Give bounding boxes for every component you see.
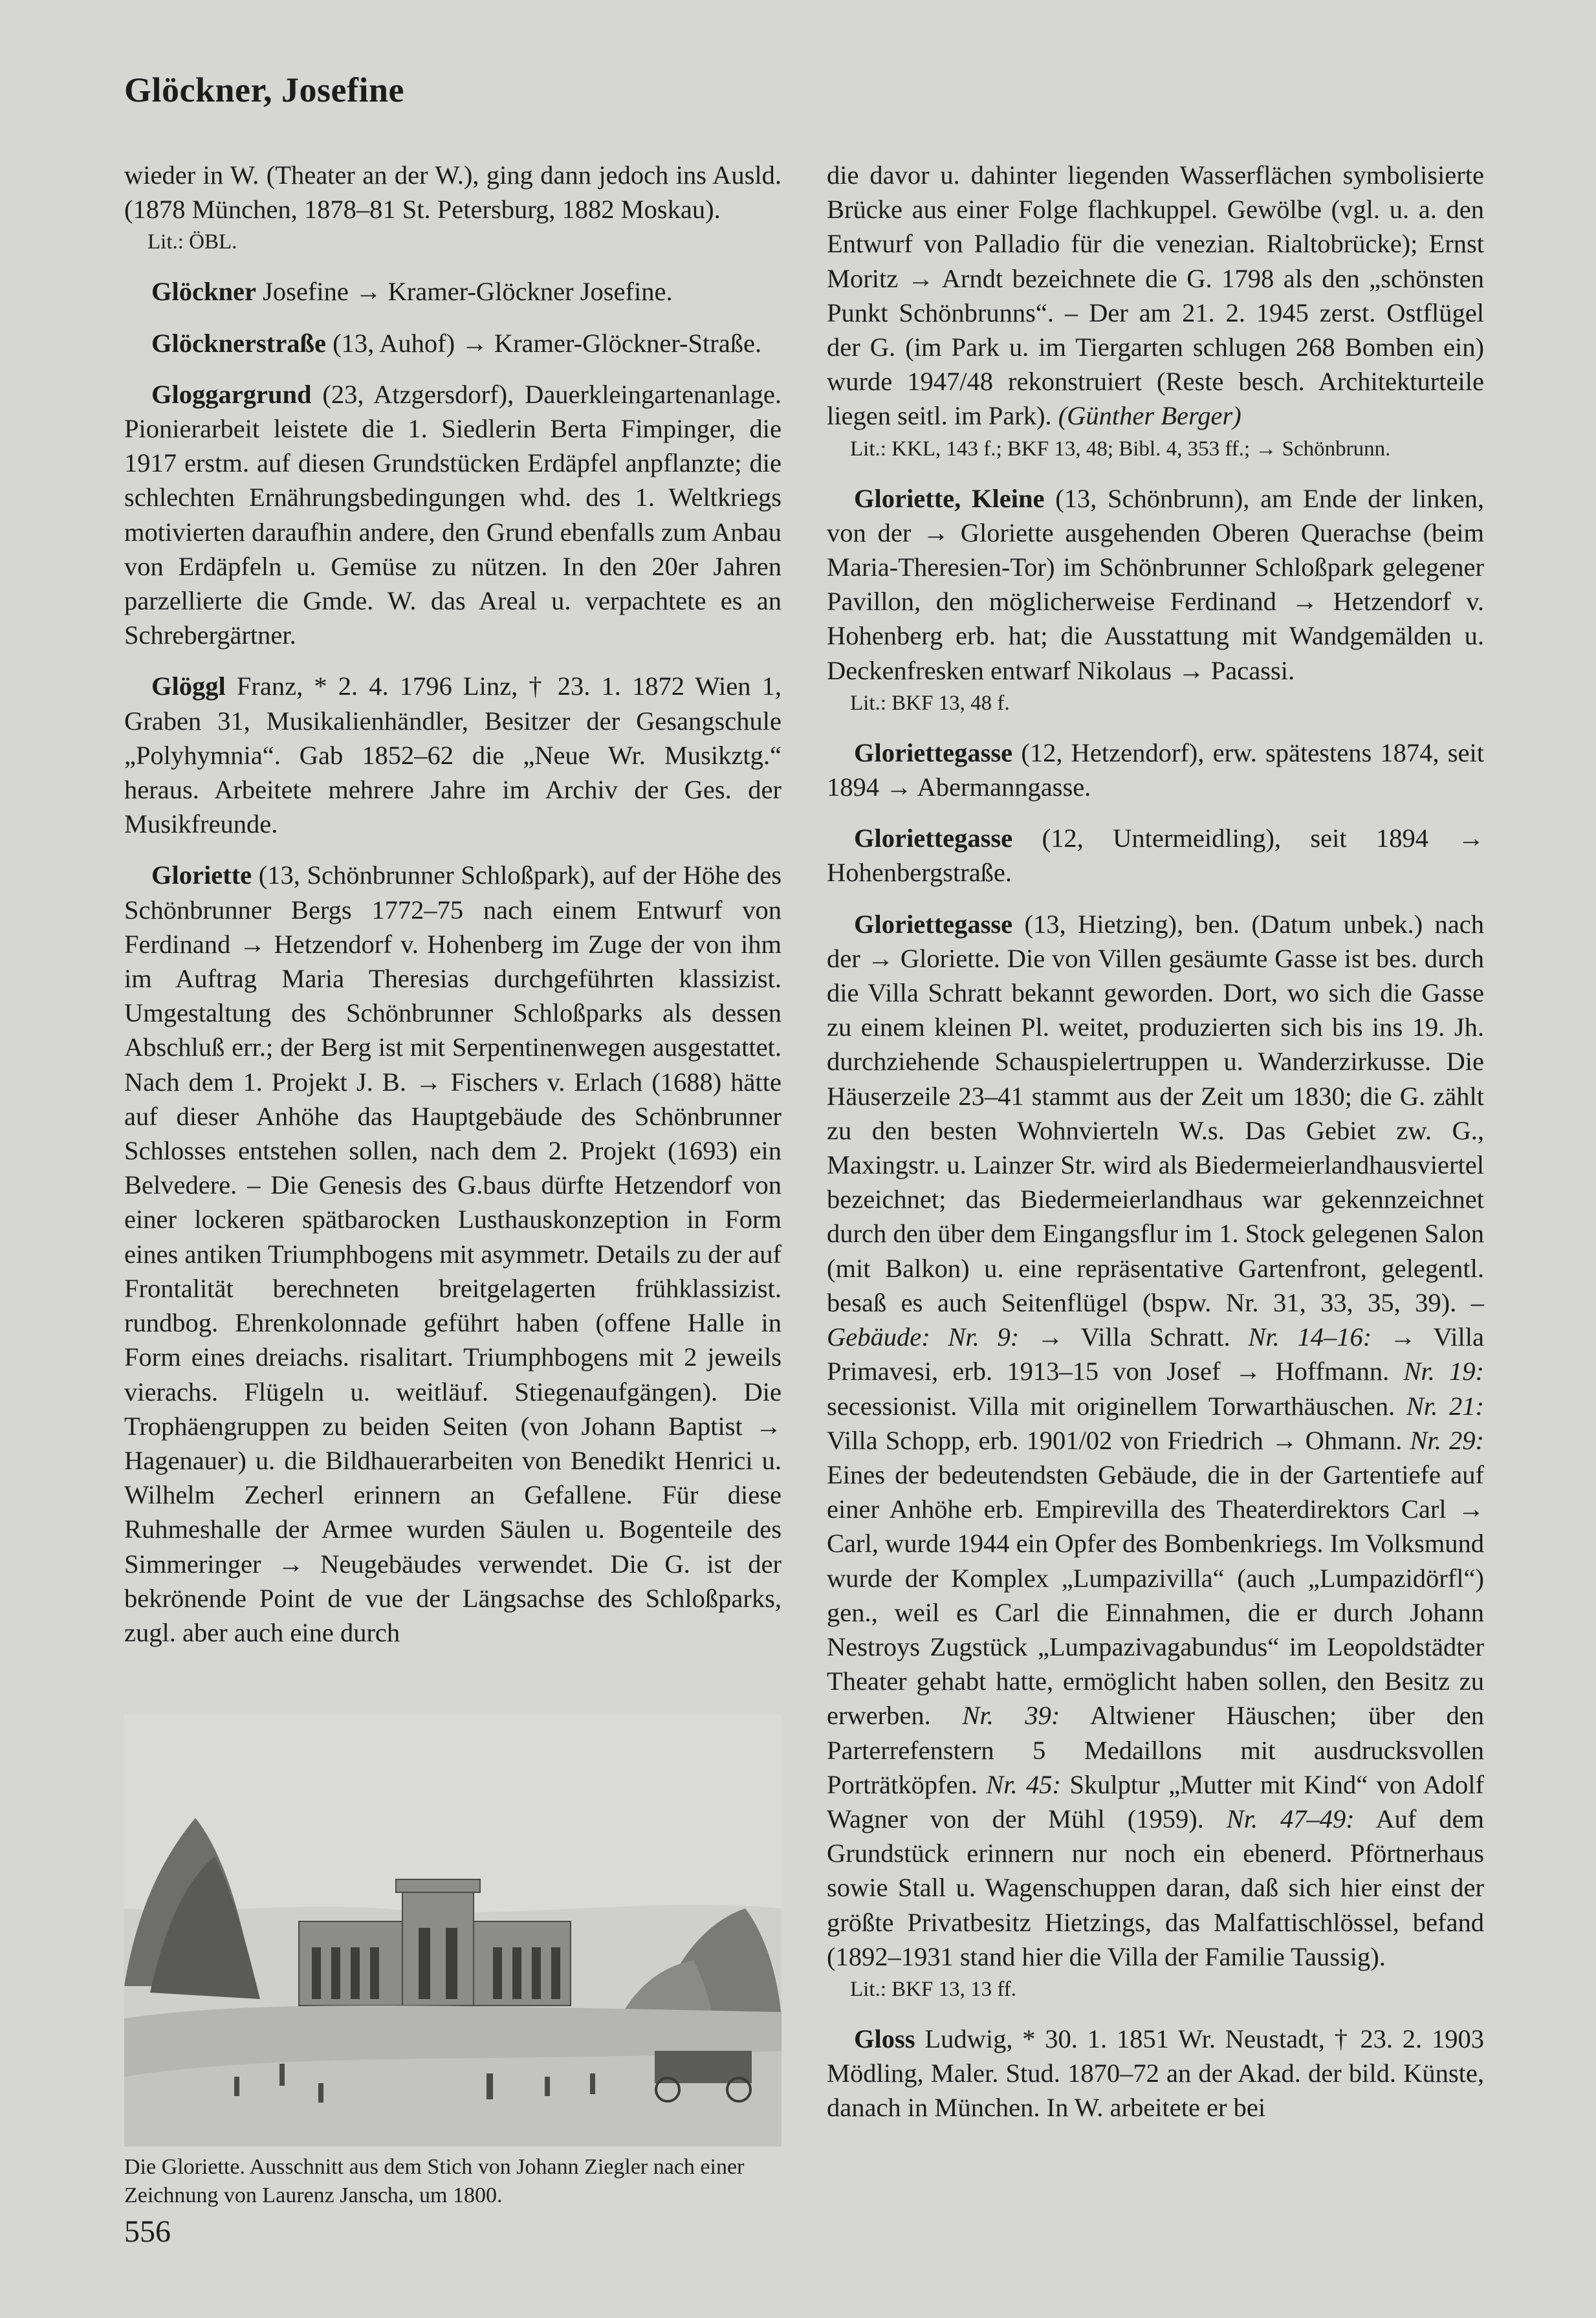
lemma: Gloriette, Kleine <box>854 483 1045 513</box>
entry-gloss: Gloss Ludwig, * 30. 1. 1851 Wr. Neustadt, † 23. 2. 1903 Mödling, Maler. Stud. 1870–72 an der Akad. der bild. Künste, danach in München. In W. arbeitete er bei <box>827 2024 1484 2123</box>
entry-gloggargrund: Gloggargrund (23, Atzgersdorf), Dauerkleingartenanlage. Pionierarbeit leistete die 1. Siedlerin Berta Fimpinger, die 1917 erstm. auf diesen Grundstücken Erdäpfel anpflanzte; die schlechten Ernährungsbedingungen whd. des 1. Weltkriegs motivierten daraufhin andere, den Grund ebenfalls zum Anbau von Erdäpfeln u. Gemüse zu nützen. In den 20er Jahren parzellierte die Gmde. W. das Areal u. verpachtete es an Schrebergärtner. <box>124 379 782 650</box>
entry-gloecknerstrasse: Glöcknerstraße (13, Auhof) → Kramer-Glöckner-Straße. <box>151 328 762 358</box>
lemma: Glöggl <box>151 672 226 701</box>
literature-note: Lit.: KKL, 143 f.; BKF 13, 48; Bibl. 4, 353 ff.; → Schönbrunn. <box>850 437 1391 461</box>
entry-gloriette: Gloriette (13, Schönbrunner Schloßpark), auf der Höhe des Schönbrunner Bergs 1772–75 nach einem Entwurf von Ferdinand → Hetzendorf v. Hohenberg im Zuge der von ihm im Auftrag Maria Theresias durchgeführten klassizist. Umgestaltung des Schönbrunner Schloßparks als dessen Abschluß err.; der Berg ist mit Serpentinenwegen ausgestattet. Nach dem 1. Projekt J. B. → Fischers v. Erlach (1688) hätte auf dieser Anhöhe das Hauptgebäude des Schönbrunner Schlosses entstehen sollen, nach dem 2. Projekt (1693) ein Belvedere. – Die Genesis des G.baus dürfte Hetzendorf von einer lockeren spätbarocken Lusthauskonzeption in Form eines antiken Triumphbogens mit asymmetr. Details zu der auf Frontalität berechneten breitgelagerten frühklassizist. rundbog. Ehrenkolonnade geführt haben (offene Halle in Form eines dreiachs. risalitart. Triumphbogens mit 2 jeweils vierachs. Flügeln u. weitläuf. Stiegenaufgängen). Die Trophäengruppen zu beiden Seiten (von Johann Baptist → Hagenauer) u. die Bildhauerarbeiten von Benedikt Henrici u. Wilhelm Zecherl erinnern an Gefallene. Für diese Ruhmeshalle der Armee wurden Säulen u. Bogenteile des Simmeringer → Neugebäudes verwendet. Die G. ist der bekrönende Point de vue der Längsachse des Schloßparks, zugl. aber auch eine durch <box>124 860 782 1647</box>
author-signature: (Günther Berger) <box>1058 401 1241 431</box>
running-head: Glöckner, Josefine <box>124 71 404 109</box>
lemma: Gloss <box>854 2024 915 2053</box>
figure-caption: Die Gloriette. Ausschnitt aus dem Stich von Johann Ziegler nach einer Zeichnung von Laurenz Janscha, um 1800. <box>124 2155 745 2207</box>
lemma: Gloriette <box>151 860 252 890</box>
entry-gloriettegasse-untermeidling: Gloriettegasse (12, Untermeidling), seit 1894 → Hohenbergstraße. <box>827 824 1484 888</box>
entry-gloriettegasse-hetzendorf: Gloriettegasse (12, Hetzendorf), erw. spätestens 1874, seit 1894 → Abermanngasse. <box>827 738 1484 802</box>
entry-gloriettegasse-hietzing: Gloriettegasse (13, Hietzing), ben. (Datum unbek.) nach der → Gloriette. Die von Villen gesäumte Gasse ist bes. durch die Villa Schratt bekannt geworden. Dort, wo sich die Gasse zu einem kleinen Pl. weitet, produzierten sich bis ins 19. Jh. durchziehende Schauspielertruppen u. Wanderzirkusse. Die Häuserzeile 23–41 stammt aus der Zeit um 1830; die G. zählt zu den besten Wohnvierteln W.s. Das Gebiet zw. G., Maxingstr. u. Lainzer Str. wird als Biedermeierlandhausviertel bezeichnet; das Biedermeierlandhaus war gekennzeichnet durch den über dem Eingangsflur im 1. Stock gelegenen Salon (mit Balkon) u. eine repräsentative Gartenfront, gelegentl. besaß es auch Seitenflügel (bspw. Nr. 31, 33, 35, 39). – Gebäude: Nr. 9: → Villa Schratt. Nr. 14–16: → Villa Primavesi, erb. 1913–15 von Josef → Hoffmann. Nr. 19: secessionist. Villa mit originellem Torwarthäuschen. Nr. 21: Villa Schopp, erb. 1901/02 von Friedrich → Ohmann. Nr. 29: Eines der bedeutendsten Gebäude, die in der Gartentiefe auf einer Anhöhe erb. Empirevilla des Theaterdirektors Carl → Carl, wurde 1944 ein Opfer des Bombenkriegs. Im Volksmund wurde der Komplex „Lumpazivilla“ (auch „Lumpazidörfl“) gen., weil es Carl die Einnahmen, die er durch Johann Nestroys Zugstück „Lumpazivagabundus“ im Leopoldstädter Theater gehabt hatte, ermöglicht haben sollen, den Besitz zu erwerben. Nr. 39: Altwiener Häuschen; über den Parterrefenstern 5 Medaillons mit ausdrucksvollen Porträtköpfen. Nr. 45: Skulptur „Mutter mit Kind“ von Adolf Wagner von der Mühl (1959). Nr. 47–49: Auf dem Grundstück erinnern nur noch ein ebenerd. Pförtnerhaus sowie Stall u. Wagenschuppen daran, daß sich hier einst der größte Privatbesitz Hietzings, das Malfattischlössel, befand (1892–1931 stand hier die Villa der Familie Taussig). <box>827 909 1485 1971</box>
left-column <box>124 158 782 1650</box>
engraving-illustration <box>124 1714 782 2147</box>
lemma: Glöckner <box>151 277 256 307</box>
entry-gloriette-kleine: Gloriette, Kleine (13, Schönbrunn), am Ende der linken, von der → Gloriette ausgehenden Oberen Querachse (beim Maria-Theresien-Tor) im Schönbrunner Schloßpark gelegener Pavillon, den möglicherweise Ferdinand → Hetzendorf v. Hohenberg erb. hat; die Ausstattung mit Wandgemälden u. Deckenfresken entwarf Nikolaus → Pacassi. <box>827 483 1484 685</box>
lemma: Gloriettegasse <box>854 738 1013 767</box>
lemma: Glöcknerstraße <box>151 328 326 358</box>
right-column <box>827 158 1484 2125</box>
literature-note: Lit.: BKF 13, 48 f. <box>850 691 1010 715</box>
entry-gloeckner: Glöckner Josefine → Kramer-Glöckner Josefine. <box>151 277 673 307</box>
literature-note: Lit.: BKF 13, 13 ff. <box>850 1977 1016 2001</box>
page-number: 556 <box>124 2214 171 2249</box>
entry-continuation: die davor u. dahinter liegenden Wasserflächen symbolisierte Brücke aus einer Folge flachkuppel. Gewölbe (vgl. u. a. den Entwurf von Palladio für die venezian. Rialtobrücke); Ernst Moritz → Arndt bezeichnete die G. 1798 als den „schönsten Punkt Schönbrunns“. – Der am 21. 2. 1945 zerst. Ostflügel der G. (im Park u. im Tiergarten schlugen 268 Bomben ein) wurde 1947/48 rekonstruiert (Reste besch. Architekturteile liegen seitl. im Park). (Günther Berger) <box>827 160 1484 431</box>
gloriette-engraving <box>124 1714 782 2147</box>
lemma: Gloriettegasse <box>854 824 1013 853</box>
literature-note: Lit.: ÖBL. <box>148 230 237 254</box>
lemma: Gloggargrund <box>151 379 312 409</box>
entry-gloeggl: Glöggl Franz, * 2. 4. 1796 Linz, † 23. 1. 1872 Wien 1, Graben 31, Musikalienhändler, Besitzer der Gesangschule „Polyhymnia“. Gab 1852–62 die „Neue Wr. Musikztg.“ heraus. Arbeitete mehrere Jahre im Archiv der Ges. der Musikfreunde. <box>124 672 782 839</box>
lemma: Gloriettegasse <box>854 909 1013 939</box>
entry-continuation: wieder in W. (Theater an der W.), ging dann jedoch ins Ausld. (1878 München, 1878–81 St. Petersburg, 1882 Moskau). <box>124 160 782 224</box>
